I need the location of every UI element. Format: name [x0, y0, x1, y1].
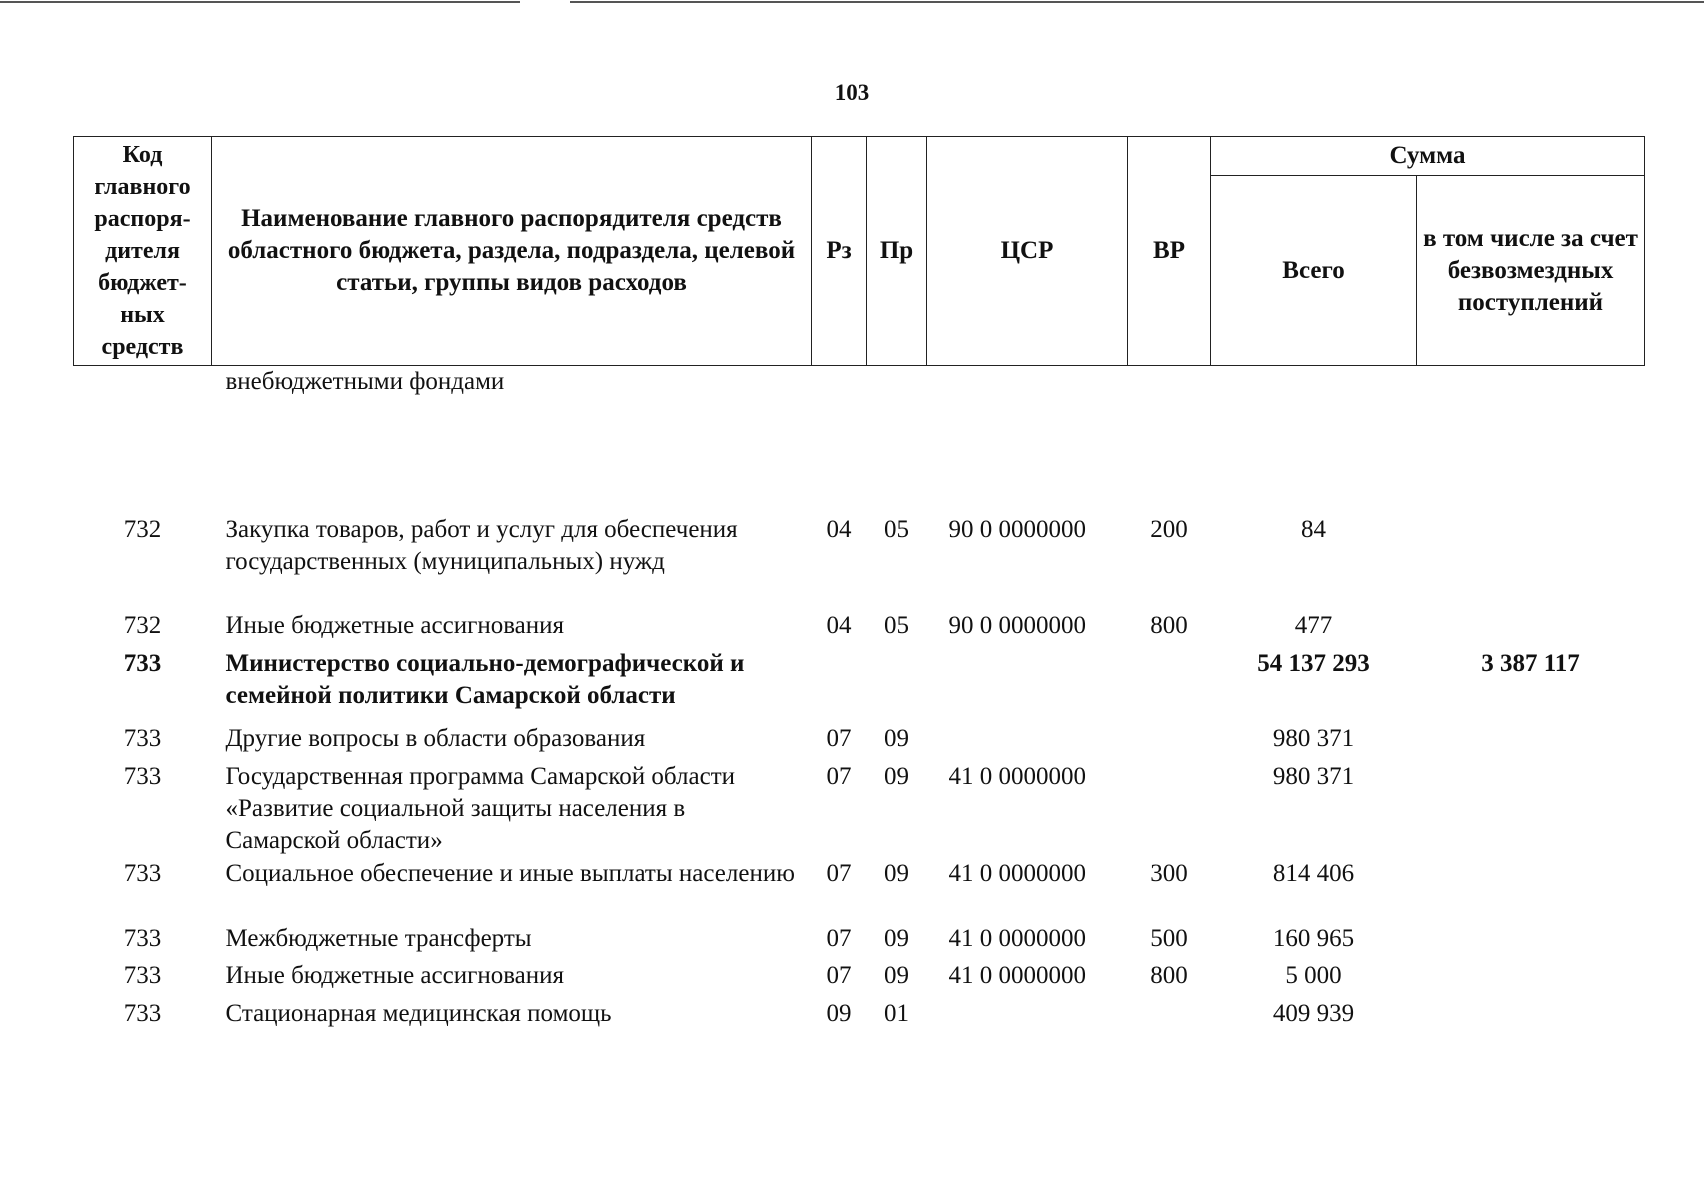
- row-grants: [1417, 610, 1645, 648]
- table-row: [74, 923, 1645, 960]
- row-code: 732: [123, 611, 162, 639]
- row-vr: 500: [1150, 924, 1188, 952]
- row-csr: 41 0 0000000: [948, 859, 1086, 887]
- row-csr: 41 0 0000000: [948, 924, 1086, 952]
- row-rz: 07: [826, 924, 852, 952]
- row-name: Закупка товаров, работ и услуг для обеспечения государственных (муниципальных) нужд: [225, 515, 738, 575]
- header-total: Всего: [1211, 176, 1417, 366]
- row-total: 814 406: [1272, 859, 1355, 887]
- row-name: Межбюджетные трансферты: [225, 924, 532, 952]
- row-vr: 800: [1150, 611, 1188, 639]
- row-vr: [1128, 648, 1211, 723]
- row-rz: [812, 648, 867, 723]
- row-vr: 300: [1150, 859, 1188, 887]
- row-grants: [1417, 723, 1645, 761]
- row-code: 733: [123, 961, 162, 989]
- table-row: [74, 761, 1645, 858]
- row-pr: 05: [884, 515, 909, 543]
- row-name: Государственная программа Самарской области «Развитие социальной защиты населения в Самарской области»: [225, 762, 735, 854]
- row-pr: 09: [884, 724, 909, 752]
- row-rz: 04: [826, 611, 852, 639]
- table-row: [74, 858, 1645, 923]
- row-name: Иные бюджетные ассигнования: [225, 961, 565, 989]
- row-vr: [1128, 998, 1211, 1036]
- row-grants: 3 387 117: [1481, 649, 1580, 677]
- row-csr: [927, 648, 1128, 723]
- row-total: 160 965: [1272, 924, 1355, 952]
- row-code: 733: [123, 999, 162, 1027]
- header-rz: Рз: [812, 137, 867, 366]
- row-csr: 41 0 0000000: [948, 762, 1086, 790]
- row-pr: [867, 366, 927, 514]
- header-code: Код главного распоря-дителя бюджет-ных средств: [74, 137, 212, 366]
- page-number: 103: [834, 80, 870, 105]
- row-vr: 800: [1150, 961, 1188, 989]
- table-row: [74, 960, 1645, 998]
- table-row: [74, 610, 1645, 648]
- row-grants: [1417, 366, 1645, 514]
- row-pr: 05: [884, 611, 909, 639]
- table-row: [74, 723, 1645, 761]
- row-rz: 07: [826, 724, 852, 752]
- row-pr: 01: [884, 999, 909, 1027]
- row-csr: [927, 998, 1128, 1036]
- row-total: [1211, 366, 1417, 514]
- row-rz: 09: [826, 999, 852, 1027]
- row-pr: 09: [884, 859, 909, 887]
- table-row: [74, 648, 1645, 723]
- row-pr: 09: [884, 762, 909, 790]
- row-grants: [1417, 761, 1645, 858]
- row-rz: 07: [826, 961, 852, 989]
- row-pr: 09: [884, 924, 909, 952]
- row-code: 733: [123, 924, 162, 952]
- header-sum: Сумма: [1211, 137, 1645, 176]
- row-total: 477: [1294, 611, 1333, 639]
- row-name: внебюджетными фондами: [225, 368, 505, 395]
- header-pr: Пр: [867, 137, 927, 366]
- scan-top-line: [570, 1, 1704, 3]
- row-code: [74, 366, 212, 514]
- row-name: Стационарная медицинская помощь: [225, 999, 612, 1027]
- row-grants: [1417, 923, 1645, 960]
- row-csr: 90 0 0000000: [948, 611, 1086, 639]
- row-code: 733: [123, 649, 162, 677]
- row-grants: [1417, 858, 1645, 923]
- row-grants: [1417, 998, 1645, 1036]
- row-total: 409 939: [1272, 999, 1355, 1027]
- row-total: 54 137 293: [1257, 649, 1370, 677]
- row-rz: 07: [826, 859, 852, 887]
- row-csr: 90 0 0000000: [948, 515, 1086, 543]
- row-pr: 09: [884, 961, 909, 989]
- row-csr: [927, 723, 1128, 761]
- row-csr: 41 0 0000000: [948, 961, 1086, 989]
- row-code: 732: [123, 515, 162, 543]
- row-grants: [1417, 514, 1645, 610]
- scan-top-line: [0, 1, 520, 3]
- row-vr: [1128, 723, 1211, 761]
- budget-table: [73, 136, 1645, 1036]
- row-vr: [1128, 761, 1211, 858]
- header-name: Наименование главного распорядителя средств областного бюджета, раздела, подраздела, целевой статьи, группы видов расходов: [212, 137, 812, 366]
- row-code: 733: [123, 762, 162, 790]
- row-name: Другие вопросы в области образования: [225, 724, 646, 752]
- table-body: [74, 366, 1645, 1036]
- row-name: Министерство социально-демографической и семейной политики Самарской области: [225, 649, 745, 709]
- row-code: 733: [123, 859, 162, 887]
- row-name: Социальное обеспечение и иные выплаты населению: [225, 859, 795, 887]
- row-rz: 04: [826, 515, 852, 543]
- row-code: 733: [123, 724, 162, 752]
- row-name: Иные бюджетные ассигнования: [225, 611, 565, 639]
- header-vr: ВР: [1128, 137, 1211, 366]
- row-grants: [1417, 960, 1645, 998]
- row-total: 980 371: [1272, 762, 1355, 790]
- row-total: 5 000: [1285, 961, 1342, 989]
- header-incl-grants: в том числе за счет безвозмездных поступлений: [1417, 176, 1645, 366]
- row-vr: [1128, 366, 1211, 514]
- row-rz: 07: [826, 762, 852, 790]
- row-csr: [927, 366, 1128, 514]
- row-pr: [867, 648, 927, 723]
- row-vr: 200: [1150, 515, 1188, 543]
- row-total: 84: [1301, 515, 1326, 543]
- table-row: [74, 998, 1645, 1036]
- row-rz: [812, 366, 867, 514]
- table-header: [74, 137, 1645, 366]
- table-row: [74, 366, 1645, 514]
- table-row: [74, 514, 1645, 610]
- header-csr: ЦСР: [927, 137, 1128, 366]
- row-total: 980 371: [1272, 724, 1355, 752]
